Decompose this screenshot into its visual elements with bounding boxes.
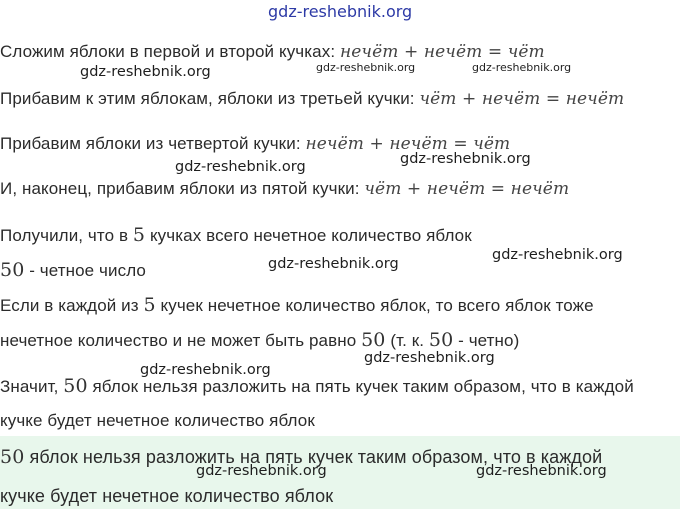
number: 50 [361,329,386,351]
text: кучке будет нечетное количество яблок [0,486,334,506]
text: - четное число [24,261,146,280]
text: Получили, что в [0,226,133,245]
answer-line-2 [0,486,333,507]
text: кучек нечетное количество яблок, то всего яблок тоже [155,296,594,315]
text: нечетное количество и не может быть равно [0,331,362,350]
step-math-3: нечёт + нечёт = чёт [305,134,511,154]
watermark: gdz-reshebnik.org [364,350,495,366]
text: Если в каждой из [0,296,144,315]
number: 50 [63,375,88,397]
number: 5 [132,224,146,246]
number: 50 [0,259,25,281]
number: 50 [428,329,454,351]
text: (т. к. [385,331,429,350]
watermark-small: gdz-reshebnik.org [316,61,416,74]
watermark: gdz-reshebnik.org [268,256,399,272]
number: 5 [143,294,156,316]
watermark: gdz-reshebnik.org [140,362,271,378]
conclusion-2 [0,259,146,281]
step-math-2: чёт + нечёт = нечёт [419,89,625,109]
watermark: gdz-reshebnik.org [476,463,607,479]
conclusion-6 [0,411,315,431]
step-text-1: Сложим яблоки в первой и второй кучках: [0,42,340,61]
text: - четно) [453,331,520,350]
conclusion-4 [0,329,519,351]
text: кучках всего нечетное количество яблок [145,226,472,245]
watermark: gdz-reshebnik.org [175,159,306,175]
step-text-4: И, наконец, прибавим яблоки из пятой кучки: [0,179,365,198]
conclusion-3 [0,294,594,316]
watermark: gdz-reshebnik.org [80,64,211,80]
step-line-2 [0,89,624,109]
text: яблок нельзя разложить на пять кучек таким образом, что в каждой [24,447,603,467]
watermark-small: gdz-reshebnik.org [472,61,572,74]
number: 50 [0,446,25,468]
text: кучке будет нечетное количество яблок [0,411,315,430]
step-text-2: Прибавим к этим яблокам, яблоки из третьей кучки: [0,89,420,108]
step-line-4 [0,179,569,199]
text: Значит, [0,377,64,396]
step-line-1 [0,42,545,62]
step-math-4: чёт + нечёт = нечёт [364,179,570,199]
watermark: gdz-reshebnik.org [492,247,623,263]
step-math-1: нечёт + нечёт = чёт [339,42,545,62]
watermark-top: gdz-reshebnik.org [268,2,413,21]
watermark: gdz-reshebnik.org [196,463,327,479]
watermark: gdz-reshebnik.org [400,151,531,167]
step-text-3: Прибавим яблоки из четвертой кучки: [0,134,306,153]
conclusion-5 [0,375,634,397]
conclusion-1 [0,224,472,246]
text: яблок нельзя разложить на пять кучек таким образом, что в каждой [87,377,634,396]
